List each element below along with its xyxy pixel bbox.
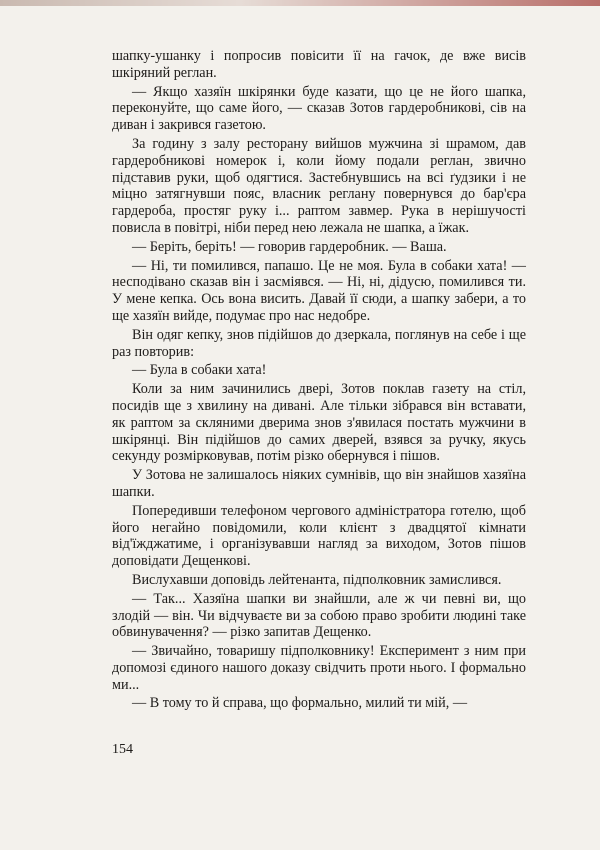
paragraph: Вислухавши доповідь лейтенанта, підполковник замислився. (132, 571, 502, 588)
paragraph: — Звичайно, товаришу підполковнику! Експеримент з ним при допомозі єдиного нашого доказу свідчить проти нього. І формально ми... (112, 643, 526, 693)
paragraph: Коли за ним зачинились двері, Зотов поклав газету на стіл, посидів ще з хвилину на дивані. Але тільки зібрався він вставати, як раптом за скляними дверима знов з'явилася постать мужчини в шкірянці. Він підійшов до самих дверей, взявся за ручку, якусь секунду розмірковував, потім різко обернувся і пішов. (112, 381, 526, 465)
paragraph: — Ні, ти помилився, папашо. Це не моя. Була в собаки хата! — несподівано сказав він і засміявся. — Ні, ні, дідусю, помилився ти. У мене кепка. Ось вона висить. Давай її сюди, а шапку забери, а то ще хазяїн вийде, подумає про нас недобре. (112, 257, 526, 324)
paragraph: — Якщо хазяїн шкірянки буде казати, що це не його шапка, переконуйте, що саме його, — сказав Зотов гардеробникові, сів на диван і закрився газетою. (112, 83, 526, 134)
paragraph: — Беріть, беріть! — говорив гардеробник. — Ваша. (132, 238, 447, 255)
paragraph: — Так... Хазяїна шапки ви знайшли, але ж чи певні ви, що злодій — він. Чи відчуваєте ви за собою право зробити людині таке обвинувачення? — різко запитав Дещенко. (112, 590, 526, 641)
page-number: 154 (112, 742, 133, 757)
paragraph: Попередивши телефоном чергового адміністратора готелю, щоб його негайно повідомили, коли клієнт з двадцятої кімнати від'їжджатиме, і організувавши нагляд за виходом, Зотов пішов доповідати Дещенкові. (112, 502, 526, 570)
paragraph: Він одяг кепку, знов підійшов до дзеркала, поглянув на себе і ще раз повторив: (112, 326, 526, 360)
paragraph: У Зотова не залишалось ніяких сумнівів, що він знайшов хазяїна шапки. (112, 467, 526, 500)
page-top-edge (0, 0, 600, 6)
paragraph: За годину з залу ресторану вийшов мужчина зі шрамом, дав гардеробникові номерок і, коли йому подали реглан, звично підставив руки, щоб одягтися. Застебнувшись на всі ґудзики і не міцно затягнувши пояс, власник реглану повернувся до бар'єра гардероба, простяг руку і... раптом завмер. Рука в нерішучості повисла в повітрі, ніби перед нею лежала не шапка, а їжак. (112, 135, 526, 236)
paragraph: — Була в собаки хата! (132, 362, 267, 379)
paragraph: шапку-ушанку і попросив повісити її на гачок, де вже висів шкіряний реглан. (112, 48, 526, 81)
paragraph: — В тому то й справа, що формально, милий ти мій, — (132, 695, 468, 712)
page-text (112, 48, 526, 714)
